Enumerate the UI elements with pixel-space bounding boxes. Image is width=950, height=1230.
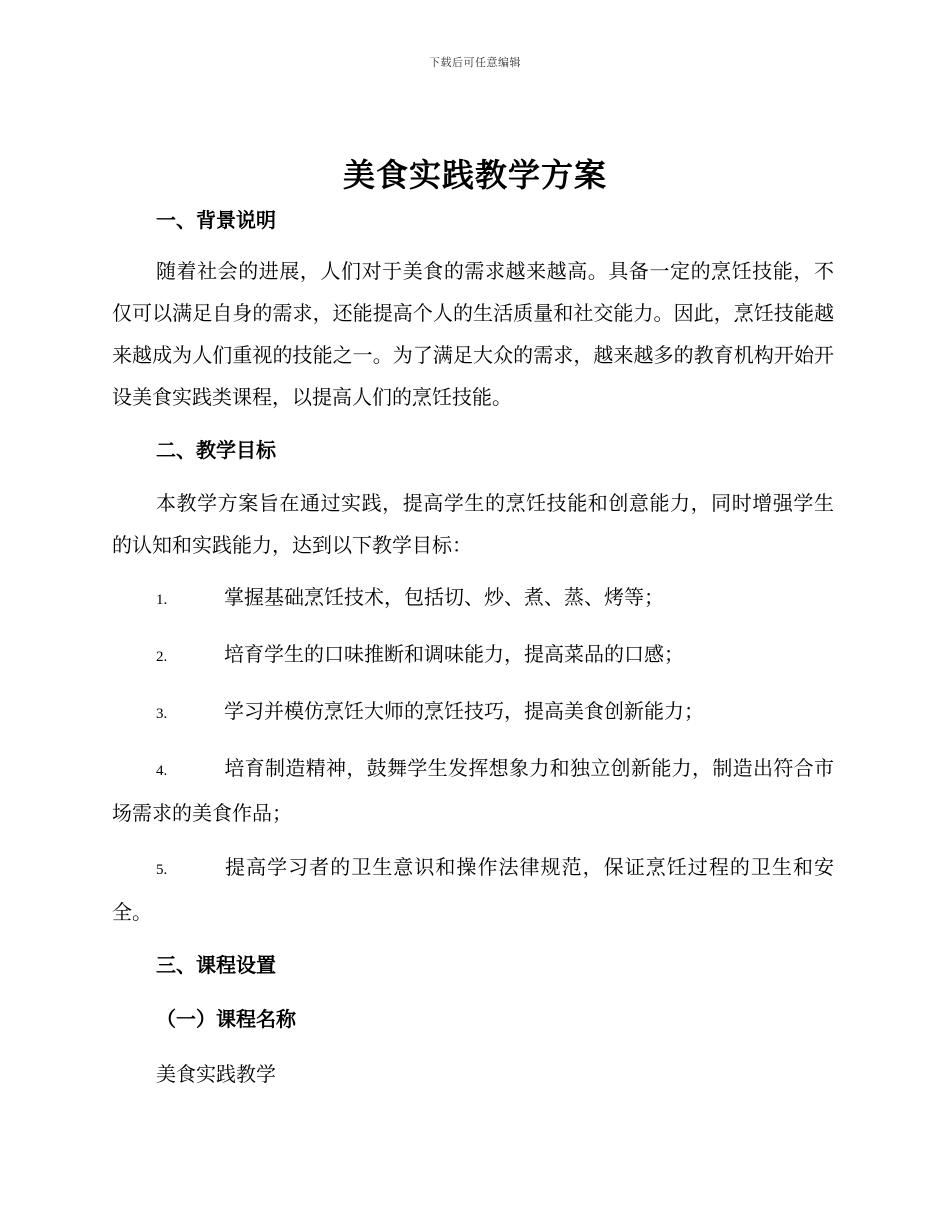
list-item-number: 5. bbox=[156, 862, 168, 878]
list-item-text: 学习并模仿烹饪大师的烹饪技巧，提高美食创新能力； bbox=[224, 699, 704, 723]
list-item bbox=[112, 690, 834, 735]
subsection-heading-course-name: （一）课程名称 bbox=[156, 1007, 296, 1031]
header-note: 下载后可任意编辑 bbox=[429, 56, 521, 69]
goals-paragraph: 本教学方案旨在通过实践，提高学生的烹饪技能和创意能力，同时增强学生的认知和实践能力，达到以下教学目标： bbox=[112, 491, 834, 557]
background-paragraph: 随着社会的进展，人们对于美食的需求越来越高。具备一定的烹饪技能，不仅可以满足自身的需求，还能提高个人的生活质量和社交能力。因此，烹饪技能越来越成为人们重视的技能之一。为了满足大众的需求，越来越多的教育机构开始开设美食实践类课程，以提高人们的烹饪技能。 bbox=[112, 259, 834, 409]
list-item-text: 培育学生的口味推断和调味能力，提高菜品的口感； bbox=[224, 642, 684, 666]
section-heading-goals: 二、教学目标 bbox=[156, 438, 276, 462]
list-item-number: 1. bbox=[156, 592, 168, 608]
list-item-number: 4. bbox=[156, 763, 168, 779]
goals-list bbox=[112, 576, 834, 933]
section-heading-course: 三、课程设置 bbox=[156, 953, 276, 977]
page-title: 美食实践教学方案 bbox=[342, 156, 607, 194]
list-item-text: 掌握基础烹饪技术，包括切、炒、煮、蒸、烤等； bbox=[224, 585, 664, 609]
list-item bbox=[112, 846, 834, 933]
section-heading-background: 一、背景说明 bbox=[156, 208, 276, 232]
list-item bbox=[112, 633, 834, 678]
list-item-text: 提高学习者的卫生意识和操作法律规范，保证烹饪过程的卫生和安全。 bbox=[112, 855, 834, 924]
list-item bbox=[112, 747, 834, 834]
list-item-number: 2. bbox=[156, 649, 168, 665]
course-name-text: 美食实践教学 bbox=[156, 1062, 276, 1086]
list-item-number: 3. bbox=[156, 706, 168, 722]
document-body bbox=[112, 200, 834, 1095]
list-item-text: 培育制造精神，鼓舞学生发挥想象力和独立创新能力，制造出符合市场需求的美食作品； bbox=[112, 756, 834, 825]
list-item bbox=[112, 576, 834, 621]
